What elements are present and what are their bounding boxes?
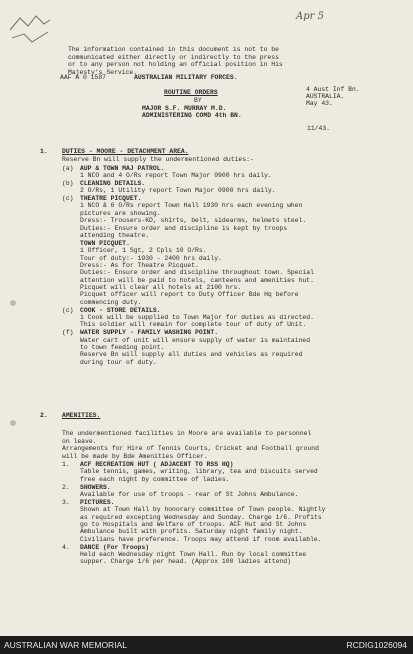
item-line: attending theatre. <box>80 231 150 239</box>
officer-line: MAJOR S.F. MURRAY M.D. <box>142 105 227 112</box>
item-line: Available for use of troops - rear of St Johns Ambulance. <box>80 491 299 498</box>
item-line: 1 NCO & 6 O/Rs report Town Hall 1930 hrs each evening when <box>80 202 303 210</box>
punch-hole <box>10 300 16 306</box>
item-line: Picquet officer will report to Duty Officer Bde Hq before <box>80 291 299 299</box>
punch-hole <box>10 420 16 426</box>
item-heading: THEATRE PICQUET. <box>80 195 142 203</box>
item-marker: (c) <box>62 195 74 203</box>
section-intro: Reserve Bn will supply the undermentioned duties:- <box>62 156 254 163</box>
form-reference: AAF A 0 1587 <box>60 74 107 81</box>
item-heading: ACF RECREATION HUT ( ADJACENT TO RSS HQ) <box>80 461 234 468</box>
orders-title: ROUTINE ORDERS <box>164 89 218 96</box>
item-line: to town feeding point. <box>80 343 165 351</box>
item-line: Duties:- Ensure order and discipline throughout town. Special <box>80 269 314 277</box>
item-line: pictures are showing. <box>80 209 161 217</box>
item-line: Picquet will clear all hotels at 2100 hrs. <box>80 283 242 291</box>
item-heading: WATER SUPPLY - FAMILY WASHING POINT. <box>80 329 219 337</box>
item-marker: 1. <box>62 461 70 468</box>
item-marker: 3. <box>62 499 70 507</box>
notice-line: Majesty's Service. <box>68 68 138 76</box>
item-line: Civilians have preference. Troops may attend if room available. <box>80 535 322 543</box>
item-line: 1 Officer, 1 Sgt, 2 Cpls 10 O/Rs. <box>80 247 207 255</box>
item-line: Shown at Town Hall by honorary committee of Town people. Nightly <box>80 506 326 514</box>
unit-line: AUSTRALIA. <box>306 93 345 101</box>
item-line: supper. Charge 1/6 per head. (Approx 100 ladies attend) <box>80 558 291 566</box>
footer-bar <box>0 636 413 654</box>
item-heading: PICTURES. <box>80 499 115 507</box>
item-heading: COOK - STORE DETAILS. <box>80 306 161 314</box>
intro-line: The undermentioned facilities in Moore are available to personnel <box>62 430 312 437</box>
handwritten-annotation: Apr 5 <box>296 11 324 22</box>
unit-line: May 43. <box>306 100 333 108</box>
item-line: free each night by committee of ladies. <box>80 475 230 483</box>
notice-line: communicated either directly or indirectly to the press <box>68 53 279 61</box>
section-number: 1. <box>40 148 48 155</box>
item-line: attention will be paid to hotels, canteens and amenities hut. <box>80 276 314 284</box>
intro-line: on leave. <box>62 437 97 445</box>
item-line: Table tennis, games, writing, library, tea and biscuits served <box>80 468 318 476</box>
item-line: during tour of duty. <box>80 358 157 366</box>
item-marker: (f) <box>62 329 74 337</box>
handwritten-scribble <box>8 12 53 48</box>
officer-line: ADMINISTERING COMD 4th BN. <box>142 112 242 120</box>
item-marker: (b) <box>62 179 74 187</box>
order-number: 11/43. <box>307 125 331 132</box>
section-title: DUTIES - MOORE - DETACHMENT AREA. <box>62 148 189 155</box>
item-line: Dress:- As for Theatre Picquet. <box>80 261 199 269</box>
item-line: as required excepting Wednesday and Sunday. Charge 1/6. Profits <box>80 513 322 521</box>
document-header-title: AUSTRALIAN MILITARY FORCES. <box>134 74 238 81</box>
item-marker: 2. <box>62 483 70 491</box>
item-line: 2 O/Rs, 1 Utility report Town Major 0900 hrs daily. <box>80 187 276 195</box>
item-line: Ambulance built with profits. Saturday night family night. <box>80 528 303 536</box>
item-marker: (a) <box>62 164 74 172</box>
item-line: Duties:- Ensure order and discipline is kept by troops <box>80 224 288 232</box>
item-line: commencing duty. <box>80 298 142 306</box>
item-heading: AUP & TOWN MAJ PATROL. <box>80 164 165 172</box>
item-heading: TOWN PICQUET. <box>80 239 130 247</box>
item-line: go to Hospitals and Welfare of troops. ACF Hut and St Johns <box>80 521 307 528</box>
item-line: Held each Wednesday night Town Hall. Run by local committee <box>80 551 307 558</box>
item-heading: SHOWERS. <box>80 483 111 491</box>
item-marker: (c) <box>62 306 74 314</box>
notice-line: or to any person not holding an official position in His <box>68 61 283 69</box>
intro-line: will be made by Bde Amenities Officer. <box>62 452 208 460</box>
item-line: Dress:- Trousers-KD, shirts, belt, sidearms, helmets steel. <box>80 217 307 225</box>
item-heading: DANCE (For Troops) <box>80 543 150 551</box>
item-marker: 4. <box>62 543 70 551</box>
item-line: Tour of duty:- 1930 - 2400 hrs daily. <box>80 254 222 262</box>
footer-id: RCDIG1026094 <box>346 640 407 650</box>
item-line: This soldier will remain for complete tour of duty of Unit. <box>80 321 307 329</box>
orders-by: BY <box>194 97 202 104</box>
notice-line: The information contained in this document is not to be <box>68 46 279 53</box>
unit-line: 4 Aust Inf Bn. <box>306 86 360 93</box>
item-line: 1 NCO and 4 O/Rs report Town Major 0900 hrs daily. <box>80 171 272 179</box>
item-line: 1 Cook will be supplied to Town Major for duties as directed. <box>80 313 314 321</box>
section-title: AMENITIES. <box>62 412 101 419</box>
intro-line: Arrangements for Hire of Tennis Courts, Cricket and Football ground <box>62 445 319 453</box>
section-number: 2. <box>40 412 48 419</box>
footer-source: AUSTRALIAN WAR MEMORIAL <box>4 640 127 650</box>
item-heading: CLEANING DETAILS. <box>80 179 146 187</box>
item-line: Reserve Bn will supply all duties and vehicles as required <box>80 351 303 359</box>
item-line: Water cart of unit will ensure supply of water is maintained <box>80 336 311 344</box>
